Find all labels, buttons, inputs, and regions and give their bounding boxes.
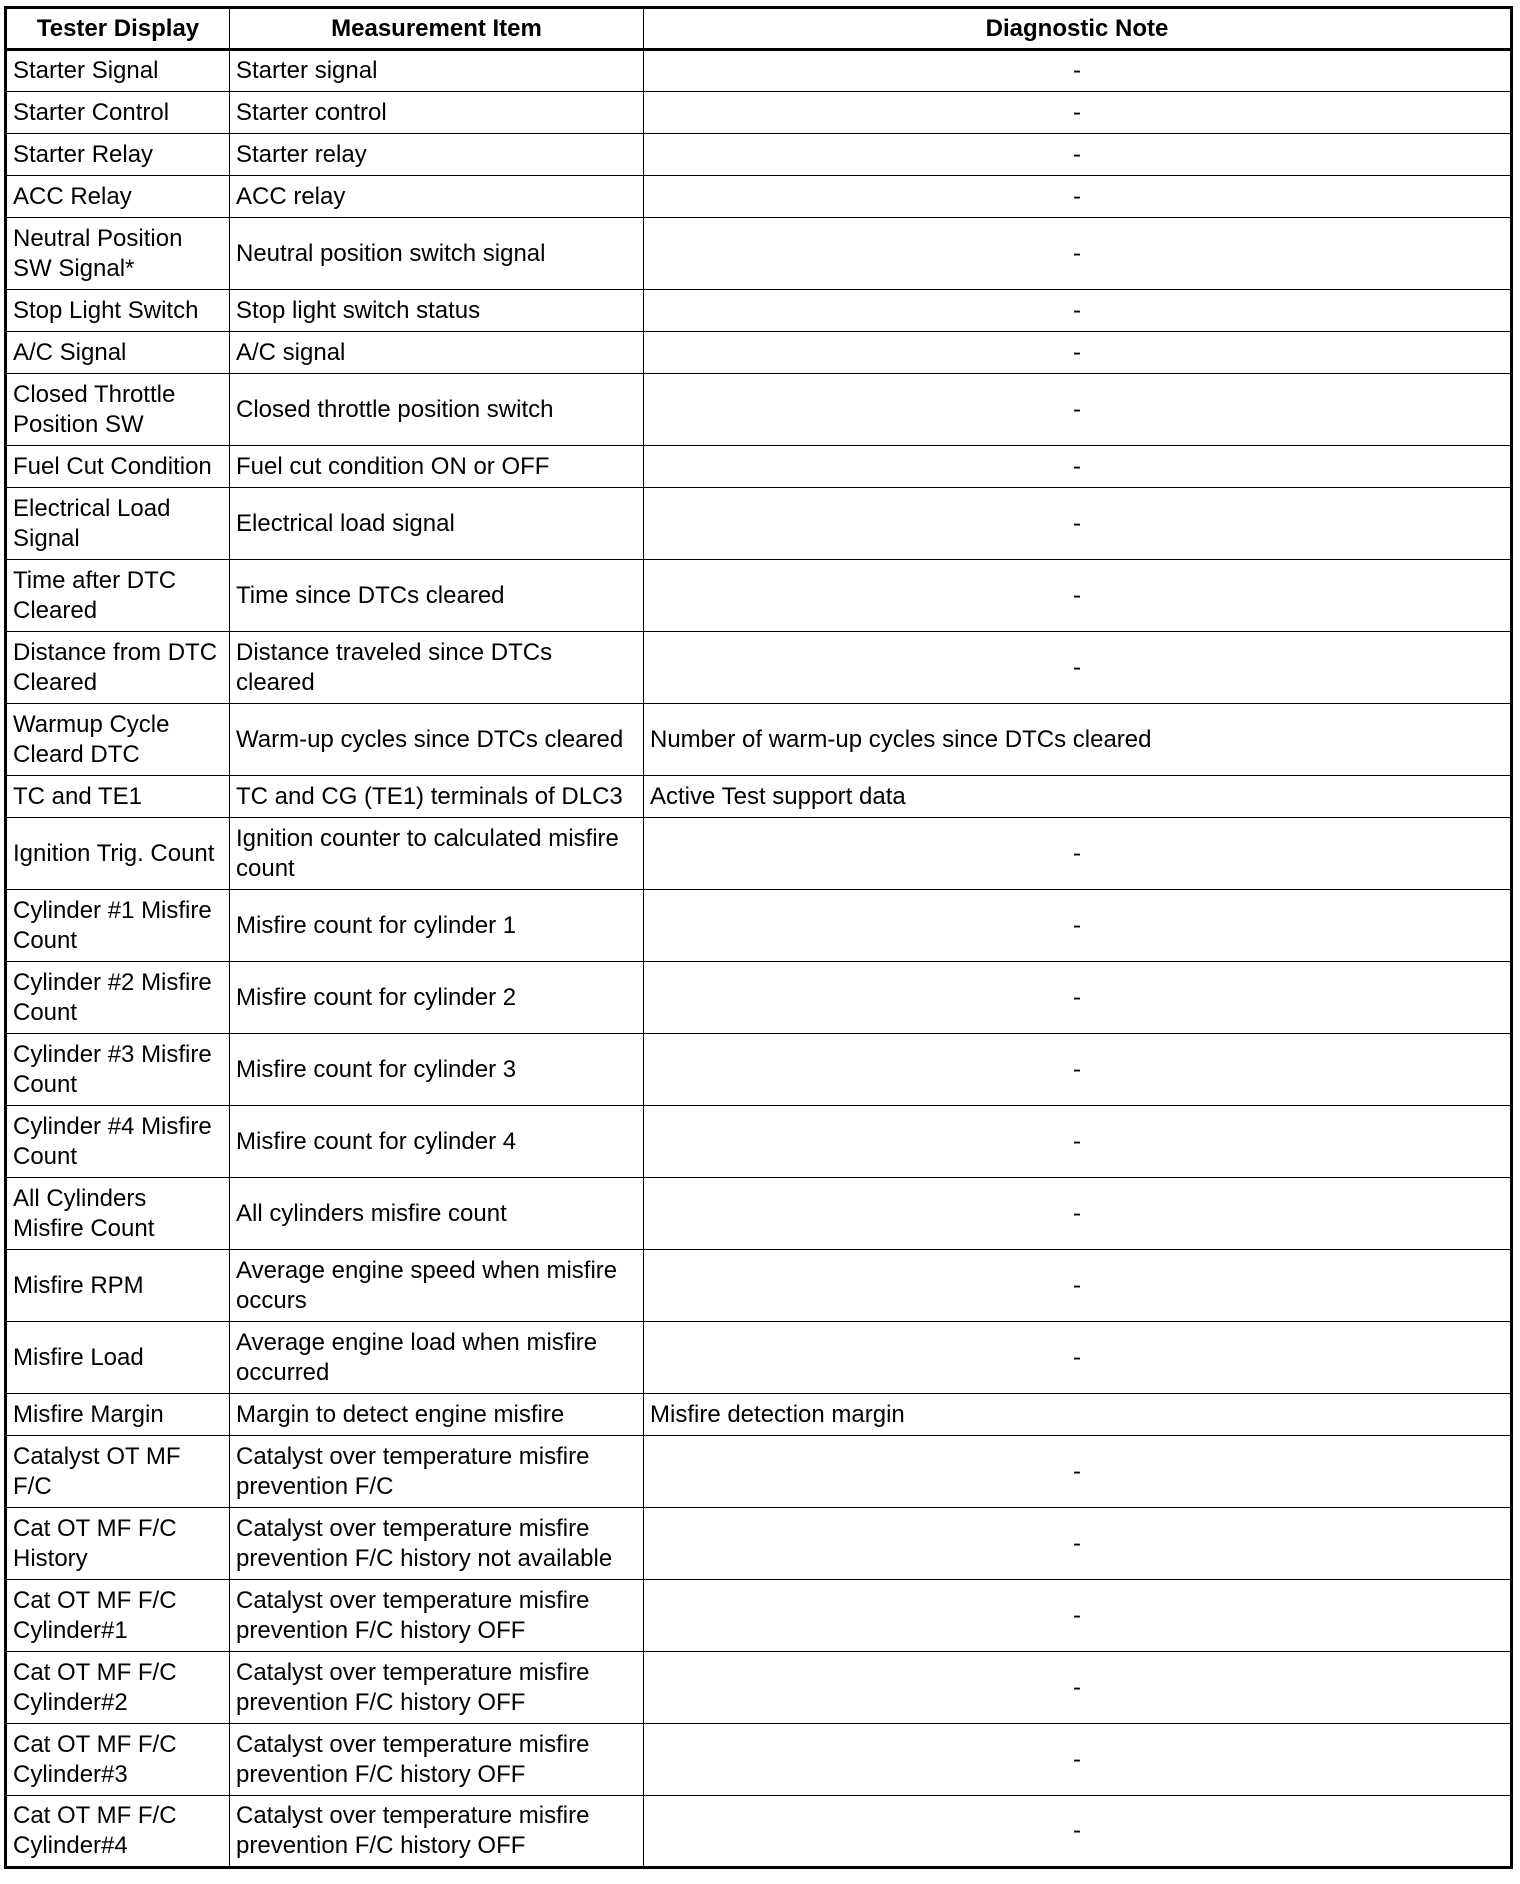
table-row xyxy=(6,890,1512,962)
tester-display-cell: Distance from DTC Cleared xyxy=(6,632,230,704)
diagnostic-note-cell: - xyxy=(644,890,1512,962)
diagnostic-note-cell: - xyxy=(644,1508,1512,1580)
table-row xyxy=(6,1322,1512,1394)
measurement-item-cell: TC and CG (TE1) terminals of DLC3 xyxy=(230,776,644,818)
measurement-item-cell: Misfire count for cylinder 1 xyxy=(230,890,644,962)
table-row xyxy=(6,704,1512,776)
diagnostic-note-cell: - xyxy=(644,962,1512,1034)
table-row xyxy=(6,290,1512,332)
table-row xyxy=(6,176,1512,218)
table-row xyxy=(6,632,1512,704)
diagnostic-note-cell: - xyxy=(644,1178,1512,1250)
diagnostic-note-cell: - xyxy=(644,560,1512,632)
diagnostic-note-cell: - xyxy=(644,332,1512,374)
table-row xyxy=(6,962,1512,1034)
table-row xyxy=(6,332,1512,374)
tester-display-cell: Closed Throttle Position SW xyxy=(6,374,230,446)
table-row xyxy=(6,446,1512,488)
measurement-item-cell: ACC relay xyxy=(230,176,644,218)
tester-display-cell: A/C Signal xyxy=(6,332,230,374)
table-row xyxy=(6,1724,1512,1796)
diagnostic-note-cell: - xyxy=(644,1580,1512,1652)
measurement-item-cell: Ignition counter to calculated misfire count xyxy=(230,818,644,890)
measurement-item-cell: Misfire count for cylinder 3 xyxy=(230,1034,644,1106)
table-row xyxy=(6,1178,1512,1250)
measurement-item-cell: Fuel cut condition ON or OFF xyxy=(230,446,644,488)
diagnostic-note-cell: - xyxy=(644,1250,1512,1322)
table-body xyxy=(6,50,1512,1868)
tester-display-cell: Misfire Load xyxy=(6,1322,230,1394)
tester-display-cell: Cylinder #2 Misfire Count xyxy=(6,962,230,1034)
table-row xyxy=(6,1394,1512,1436)
tester-display-cell: Misfire Margin xyxy=(6,1394,230,1436)
tester-display-cell: Electrical Load Signal xyxy=(6,488,230,560)
measurement-item-cell: Average engine speed when misfire occurs xyxy=(230,1250,644,1322)
table-row xyxy=(6,1106,1512,1178)
diagnostic-note-cell: Number of warm-up cycles since DTCs cleared xyxy=(644,704,1512,776)
table-row xyxy=(6,560,1512,632)
tester-display-cell: Cat OT MF F/C Cylinder#4 xyxy=(6,1796,230,1868)
table-row xyxy=(6,1652,1512,1724)
tester-display-cell: Cylinder #3 Misfire Count xyxy=(6,1034,230,1106)
table-row xyxy=(6,488,1512,560)
diagnostic-note-cell: - xyxy=(644,290,1512,332)
diagnostic-note-cell: - xyxy=(644,1322,1512,1394)
tester-display-cell: ACC Relay xyxy=(6,176,230,218)
table-row xyxy=(6,1580,1512,1652)
tester-display-cell: Time after DTC Cleared xyxy=(6,560,230,632)
table-row xyxy=(6,1796,1512,1868)
diagnostic-note-cell: - xyxy=(644,488,1512,560)
tester-display-cell: All Cylinders Misfire Count xyxy=(6,1178,230,1250)
measurement-item-cell: Distance traveled since DTCs cleared xyxy=(230,632,644,704)
diagnostic-note-cell: - xyxy=(644,1106,1512,1178)
diagnostic-note-cell: - xyxy=(644,50,1512,92)
tester-display-cell: Catalyst OT MF F/C xyxy=(6,1436,230,1508)
diagnostic-note-cell: - xyxy=(644,92,1512,134)
tester-display-cell: Cat OT MF F/C History xyxy=(6,1508,230,1580)
table-row xyxy=(6,50,1512,92)
tester-display-cell: TC and TE1 xyxy=(6,776,230,818)
tester-display-cell: Cat OT MF F/C Cylinder#2 xyxy=(6,1652,230,1724)
diagnostic-note-cell: - xyxy=(644,1796,1512,1868)
table-container xyxy=(4,6,1510,1869)
tester-display-cell: Ignition Trig. Count xyxy=(6,818,230,890)
table-row xyxy=(6,374,1512,446)
table-row xyxy=(6,818,1512,890)
diagnostic-note-cell: - xyxy=(644,218,1512,290)
data-list-table xyxy=(4,6,1513,1869)
tester-display-cell: Cat OT MF F/C Cylinder#1 xyxy=(6,1580,230,1652)
table-row xyxy=(6,218,1512,290)
table-row xyxy=(6,1250,1512,1322)
diagnostic-note-cell: - xyxy=(644,1034,1512,1106)
diagnostic-note-cell: - xyxy=(644,374,1512,446)
diagnostic-note-cell: - xyxy=(644,176,1512,218)
diagnostic-note-cell: - xyxy=(644,818,1512,890)
header-measurement-item: Measurement Item xyxy=(230,8,644,50)
table-row xyxy=(6,134,1512,176)
measurement-item-cell: Closed throttle position switch xyxy=(230,374,644,446)
tester-display-cell: Starter Relay xyxy=(6,134,230,176)
diagnostic-note-cell: - xyxy=(644,1436,1512,1508)
measurement-item-cell: Misfire count for cylinder 4 xyxy=(230,1106,644,1178)
tester-display-cell: Warmup Cycle Cleard DTC xyxy=(6,704,230,776)
table-row xyxy=(6,1508,1512,1580)
measurement-item-cell: Catalyst over temperature misfire prevention F/C history OFF xyxy=(230,1796,644,1868)
measurement-item-cell: Starter relay xyxy=(230,134,644,176)
header-tester-display: Tester Display xyxy=(6,8,230,50)
tester-display-cell: Starter Signal xyxy=(6,50,230,92)
tester-display-cell: Cylinder #4 Misfire Count xyxy=(6,1106,230,1178)
diagnostic-note-cell: - xyxy=(644,1652,1512,1724)
diagnostic-note-cell: Misfire detection margin xyxy=(644,1394,1512,1436)
measurement-item-cell: A/C signal xyxy=(230,332,644,374)
measurement-item-cell: Electrical load signal xyxy=(230,488,644,560)
measurement-item-cell: Catalyst over temperature misfire prevention F/C history not available xyxy=(230,1508,644,1580)
diagnostic-note-cell: - xyxy=(644,632,1512,704)
measurement-item-cell: Catalyst over temperature misfire prevention F/C history OFF xyxy=(230,1652,644,1724)
measurement-item-cell: Margin to detect engine misfire xyxy=(230,1394,644,1436)
tester-display-cell: Cat OT MF F/C Cylinder#3 xyxy=(6,1724,230,1796)
measurement-item-cell: Catalyst over temperature misfire prevention F/C history OFF xyxy=(230,1724,644,1796)
measurement-item-cell: Stop light switch status xyxy=(230,290,644,332)
tester-display-cell: Cylinder #1 Misfire Count xyxy=(6,890,230,962)
tester-display-cell: Misfire RPM xyxy=(6,1250,230,1322)
measurement-item-cell: Catalyst over temperature misfire prevention F/C xyxy=(230,1436,644,1508)
measurement-item-cell: Starter signal xyxy=(230,50,644,92)
measurement-item-cell: Misfire count for cylinder 2 xyxy=(230,962,644,1034)
table-row xyxy=(6,92,1512,134)
diagnostic-note-cell: - xyxy=(644,446,1512,488)
diagnostic-note-cell: - xyxy=(644,134,1512,176)
table-row xyxy=(6,776,1512,818)
measurement-item-cell: Catalyst over temperature misfire prevention F/C history OFF xyxy=(230,1580,644,1652)
tester-display-cell: Neutral Position SW Signal* xyxy=(6,218,230,290)
tester-display-cell: Stop Light Switch xyxy=(6,290,230,332)
measurement-item-cell: Starter control xyxy=(230,92,644,134)
table-row xyxy=(6,1436,1512,1508)
diagnostic-note-cell: - xyxy=(644,1724,1512,1796)
tester-display-cell: Fuel Cut Condition xyxy=(6,446,230,488)
diagnostic-note-cell: Active Test support data xyxy=(644,776,1512,818)
tester-display-cell: Starter Control xyxy=(6,92,230,134)
header-row xyxy=(6,8,1512,50)
table-row xyxy=(6,1034,1512,1106)
measurement-item-cell: Warm-up cycles since DTCs cleared xyxy=(230,704,644,776)
measurement-item-cell: Time since DTCs cleared xyxy=(230,560,644,632)
measurement-item-cell: Neutral position switch signal xyxy=(230,218,644,290)
measurement-item-cell: All cylinders misfire count xyxy=(230,1178,644,1250)
measurement-item-cell: Average engine load when misfire occurred xyxy=(230,1322,644,1394)
header-diagnostic-note: Diagnostic Note xyxy=(644,8,1512,50)
